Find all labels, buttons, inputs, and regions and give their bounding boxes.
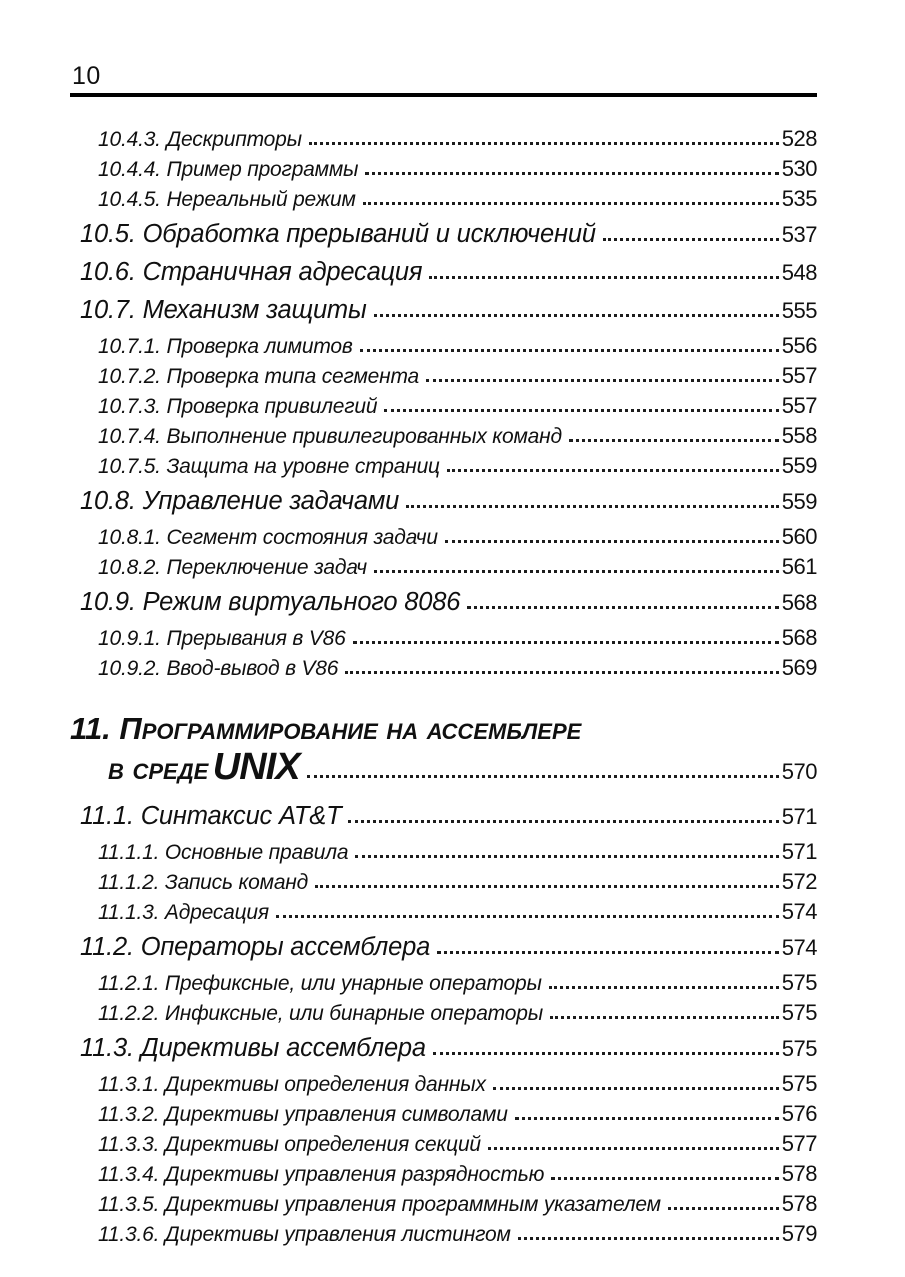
leader-dots: [447, 469, 779, 472]
leader-dots: [384, 409, 778, 412]
leader-dots: [307, 775, 779, 778]
chapter-title-line2-text: в среде: [108, 751, 209, 786]
toc-entry-page: 570: [781, 759, 817, 784]
toc-entry: [70, 837, 817, 867]
leader-dots: [668, 1207, 779, 1210]
leader-dots: [406, 505, 779, 508]
toc-entry-page: 575: [781, 1000, 817, 1025]
leader-dots: [363, 202, 779, 205]
toc-entry-page: 557: [781, 363, 817, 388]
toc-entry-page: 575: [781, 970, 817, 995]
leader-dots: [374, 314, 779, 317]
toc-entry-page: 574: [781, 899, 817, 924]
toc-entry-title: 10.7.4. Выполнение привилегированных команд: [98, 425, 562, 448]
toc-entry-page: 555: [781, 298, 817, 323]
leader-dots: [315, 885, 779, 888]
toc-entry-page: 579: [781, 1221, 817, 1246]
page-number: 10: [72, 62, 101, 90]
toc-entry: [70, 897, 817, 927]
toc-entry-page: 575: [781, 1036, 817, 1061]
toc-entry-page: 574: [781, 935, 817, 960]
toc-entry-title: 11.3.5. Директивы управления программным указателем: [98, 1193, 661, 1216]
leader-dots: [445, 540, 779, 543]
toc-entry-page: 568: [781, 590, 817, 615]
toc-entry-title: 11.1.3. Адресация: [98, 901, 269, 924]
leader-dots: [603, 238, 779, 241]
toc-entry-page: 578: [781, 1161, 817, 1186]
toc-entry-page: 556: [781, 333, 817, 358]
leader-dots: [360, 349, 779, 352]
toc-entry-title: 10.9.1. Прерывания в V86: [98, 627, 346, 650]
toc-entry: [70, 1189, 817, 1219]
toc-entry-title: 10.8.1. Сегмент состояния задачи: [98, 526, 438, 549]
toc-entry-page: 537: [781, 222, 817, 247]
toc-entry: [70, 124, 817, 154]
toc-entry: [70, 585, 817, 620]
toc-entry-page: 572: [781, 869, 817, 894]
leader-dots: [515, 1117, 779, 1120]
toc-entry: [70, 968, 817, 998]
chapter-title-line2-row: [70, 747, 817, 795]
toc-entry-page: 557: [781, 393, 817, 418]
leader-dots: [429, 276, 778, 279]
toc-entry: [70, 998, 817, 1028]
toc-entry: [70, 1099, 817, 1129]
toc-entry-page: 558: [781, 423, 817, 448]
toc-entry-title: 10.7.5. Защита на уровне страниц: [98, 455, 440, 478]
toc-entry: [70, 154, 817, 184]
toc-entry: [70, 1159, 817, 1189]
toc-entry: [70, 1031, 817, 1066]
leader-dots: [467, 606, 779, 609]
toc-entry-title: 10.4.4. Пример программы: [98, 158, 359, 181]
toc-entry: [70, 184, 817, 214]
toc-entry-title: 10.4.3. Дескрипторы: [98, 128, 302, 151]
toc-entry-page: 528: [781, 126, 817, 151]
toc-entry: [70, 421, 817, 451]
toc-entry-title: 10.4.5. Нереальный режим: [98, 188, 356, 211]
toc-entry: [70, 361, 817, 391]
toc-entry-title: 11.1.2. Запись команд: [98, 871, 309, 894]
toc-entry: [70, 1069, 817, 1099]
toc-entry-title: 10.9. Режим виртуального 8086: [80, 588, 461, 616]
toc-entry-title: 11.3.3. Директивы определения секций: [98, 1133, 481, 1156]
toc-entry-page: 578: [781, 1191, 817, 1216]
toc-entry-title: 11.3. Директивы ассемблера: [80, 1034, 426, 1062]
toc-entry-page: 559: [781, 453, 817, 478]
toc-entry-title: 11.1.1. Основные правила: [98, 841, 349, 864]
toc-entry-title: 11.3.2. Директивы управления символами: [98, 1103, 508, 1126]
leader-dots: [276, 915, 779, 918]
toc-entry: [70, 552, 817, 582]
page-header: [70, 62, 817, 97]
toc-entry: [70, 522, 817, 552]
toc-entry-page: 569: [781, 655, 817, 680]
leader-dots: [551, 1177, 779, 1180]
leader-dots: [309, 142, 779, 145]
toc-entry-title: 10.6. Страничная адресация: [80, 258, 423, 286]
toc-entry-page: 535: [781, 186, 817, 211]
toc-entry-title: 11.3.4. Директивы управления разрядностью: [98, 1163, 545, 1186]
header-rule: [70, 93, 817, 97]
toc-entry-page: 577: [781, 1131, 817, 1156]
toc-entry-title: 10.7. Механизм защиты: [80, 296, 367, 324]
toc-chapter-entry: [70, 711, 817, 795]
leader-dots: [345, 671, 779, 674]
toc-entry-title: 10.8. Управление задачами: [80, 487, 400, 515]
toc-entry: [70, 653, 817, 683]
toc-entry: [70, 623, 817, 653]
toc-entry-page: 559: [781, 489, 817, 514]
leader-dots: [355, 855, 778, 858]
toc-entry: [70, 1129, 817, 1159]
toc-entry: [70, 217, 817, 252]
toc-entry: [70, 484, 817, 519]
toc-entry-title: 11.3.6. Директивы управления листингом: [98, 1223, 511, 1246]
leader-dots: [353, 641, 779, 644]
toc-entry: [70, 331, 817, 361]
toc-entry-title: 11.2. Операторы ассемблера: [80, 933, 431, 961]
toc-entry-title: 10.7.3. Проверка привилегий: [98, 395, 378, 418]
toc-entry: [70, 930, 817, 965]
leader-dots: [488, 1147, 779, 1150]
leader-dots: [550, 1016, 779, 1019]
toc-entry-page: 571: [781, 804, 817, 829]
leader-dots: [433, 1052, 779, 1055]
toc-entry-title: 11.1. Синтаксис AT&T: [80, 802, 342, 830]
toc-entry-title: 11.2.1. Префиксные, или унарные операторы: [98, 972, 542, 995]
toc-entry: [70, 391, 817, 421]
chapter-title-line2-emphasis: UNIX: [212, 746, 300, 788]
chapter-title-line1: 11. Программирование на ассемблере: [70, 711, 582, 746]
toc-entry: [70, 293, 817, 328]
toc-entry-page: 530: [781, 156, 817, 181]
toc-entry: [70, 255, 817, 290]
toc-entry-page: 561: [781, 554, 817, 579]
table-of-contents: [70, 124, 817, 1249]
toc-entry-page: 560: [781, 524, 817, 549]
toc-entry-page: 571: [781, 839, 817, 864]
toc-entry: [70, 867, 817, 897]
toc-entry-page: 548: [781, 260, 817, 285]
chapter-title-line2: [108, 747, 300, 795]
toc-entry-title: 11.2.2. Инфиксные, или бинарные операторы: [98, 1002, 543, 1025]
leader-dots: [374, 570, 779, 573]
leader-dots: [493, 1087, 779, 1090]
leader-dots: [569, 439, 779, 442]
toc-entry-title: 10.7.2. Проверка типа сегмента: [98, 365, 420, 388]
toc-entry: [70, 451, 817, 481]
toc-entry-title: 11.3.1. Директивы определения данных: [98, 1073, 486, 1096]
toc-entry: [70, 799, 817, 834]
leader-dots: [437, 951, 779, 954]
toc-entry-title: 10.5. Обработка прерываний и исключений: [80, 220, 596, 248]
leader-dots: [518, 1237, 779, 1240]
leader-dots: [348, 820, 778, 823]
leader-dots: [365, 172, 778, 175]
toc-entry-title: 10.7.1. Проверка лимитов: [98, 335, 353, 358]
toc-entry-page: 575: [781, 1071, 817, 1096]
toc-entry-page: 576: [781, 1101, 817, 1126]
toc-entry-title: 10.8.2. Переключение задач: [98, 556, 367, 579]
leader-dots: [549, 986, 779, 989]
toc-entry: [70, 1219, 817, 1249]
toc-entry-title: 10.9.2. Ввод-вывод в V86: [98, 657, 339, 680]
toc-entry-page: 568: [781, 625, 817, 650]
leader-dots: [426, 379, 779, 382]
